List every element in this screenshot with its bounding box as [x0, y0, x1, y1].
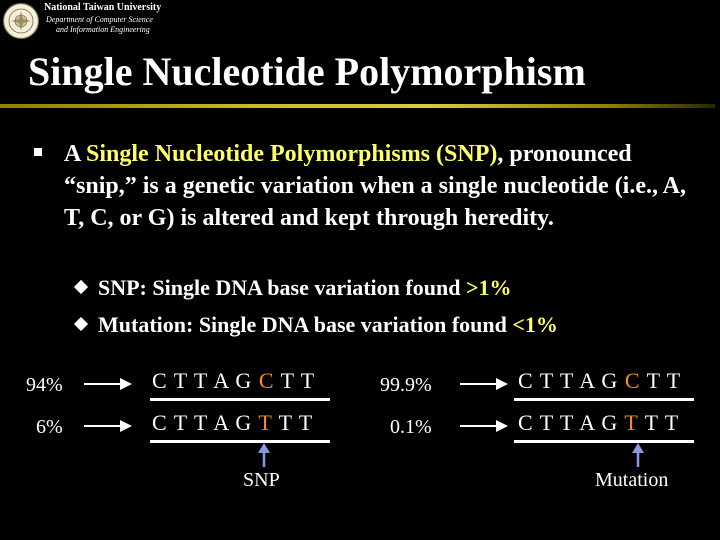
sub-bullet-mutation-text: Mutation: Single DNA base variation found [98, 312, 513, 337]
title-underline [0, 104, 715, 108]
snp-seq2-underline [150, 440, 330, 443]
mutation-seq1-prefix: C T T A G [518, 368, 625, 393]
mutation-frequency-major: 99.9% [380, 374, 432, 396]
snp-label: SNP [243, 469, 280, 491]
department-line-2: and Information Engineering [56, 25, 150, 34]
sub-bullet-mutation-threshold: <1% [512, 312, 558, 337]
snp-seq2-suffix: T T [272, 410, 314, 435]
sub-bullet-mutation [76, 312, 558, 338]
up-arrow-icon [256, 443, 272, 467]
department-line-1: Department of Computer Science [46, 15, 153, 24]
mutation-label: Mutation [595, 469, 669, 491]
ntu-seal-icon [2, 2, 40, 40]
diamond-bullet-icon [74, 280, 88, 294]
snp-frequency-major: 94% [26, 374, 63, 396]
snp-seq2-prefix: C T T A G [152, 410, 259, 435]
right-arrow-icon [84, 376, 134, 392]
sub-bullet-snp [76, 275, 512, 301]
para-highlight: Single Nucleotide Polymorphisms (SNP) [86, 141, 498, 167]
sub-bullet-snp-threshold: >1% [465, 275, 512, 300]
right-arrow-icon [84, 418, 134, 434]
mutation-seq1-suffix: T T [640, 368, 682, 393]
mutation-seq1-underline [514, 398, 694, 401]
mutation-seq2-underline [514, 440, 694, 443]
mutation-seq2-variant: T [624, 410, 639, 435]
snp-sequence-major [152, 368, 315, 394]
right-arrow-icon [460, 418, 510, 434]
snp-seq2-variant: T [258, 410, 273, 435]
up-arrow-icon [630, 443, 646, 467]
mutation-sequence-major [518, 368, 681, 394]
square-bullet-icon [34, 148, 42, 156]
mutation-frequency-minor: 0.1% [390, 416, 432, 438]
snp-seq1-variant: C [258, 368, 275, 393]
snp-seq1-underline [150, 398, 330, 401]
slide-title: Single Nucleotide Polymorphism [28, 49, 586, 94]
para-text-2: , pronounced “snip,” is a genetic variation when a single nucleotide (i.e., A, T, C, or G) is altered and kept through heredity. [64, 141, 687, 231]
mutation-seq1-variant: C [624, 368, 641, 393]
main-paragraph [64, 138, 704, 234]
mutation-seq2-suffix: T T [638, 410, 680, 435]
diamond-bullet-icon [74, 317, 88, 331]
snp-frequency-minor: 6% [36, 416, 63, 438]
snp-sequence-minor [152, 410, 313, 436]
sub-bullet-snp-text: SNP: Single DNA base variation found [98, 275, 466, 300]
snp-seq1-suffix: T T [274, 368, 316, 393]
right-arrow-icon [460, 376, 510, 392]
para-text-1: A [64, 141, 87, 167]
mutation-seq2-prefix: C T T A G [518, 410, 625, 435]
snp-seq1-prefix: C T T A G [152, 368, 259, 393]
university-name: National Taiwan University [44, 2, 162, 13]
mutation-sequence-minor [518, 410, 679, 436]
